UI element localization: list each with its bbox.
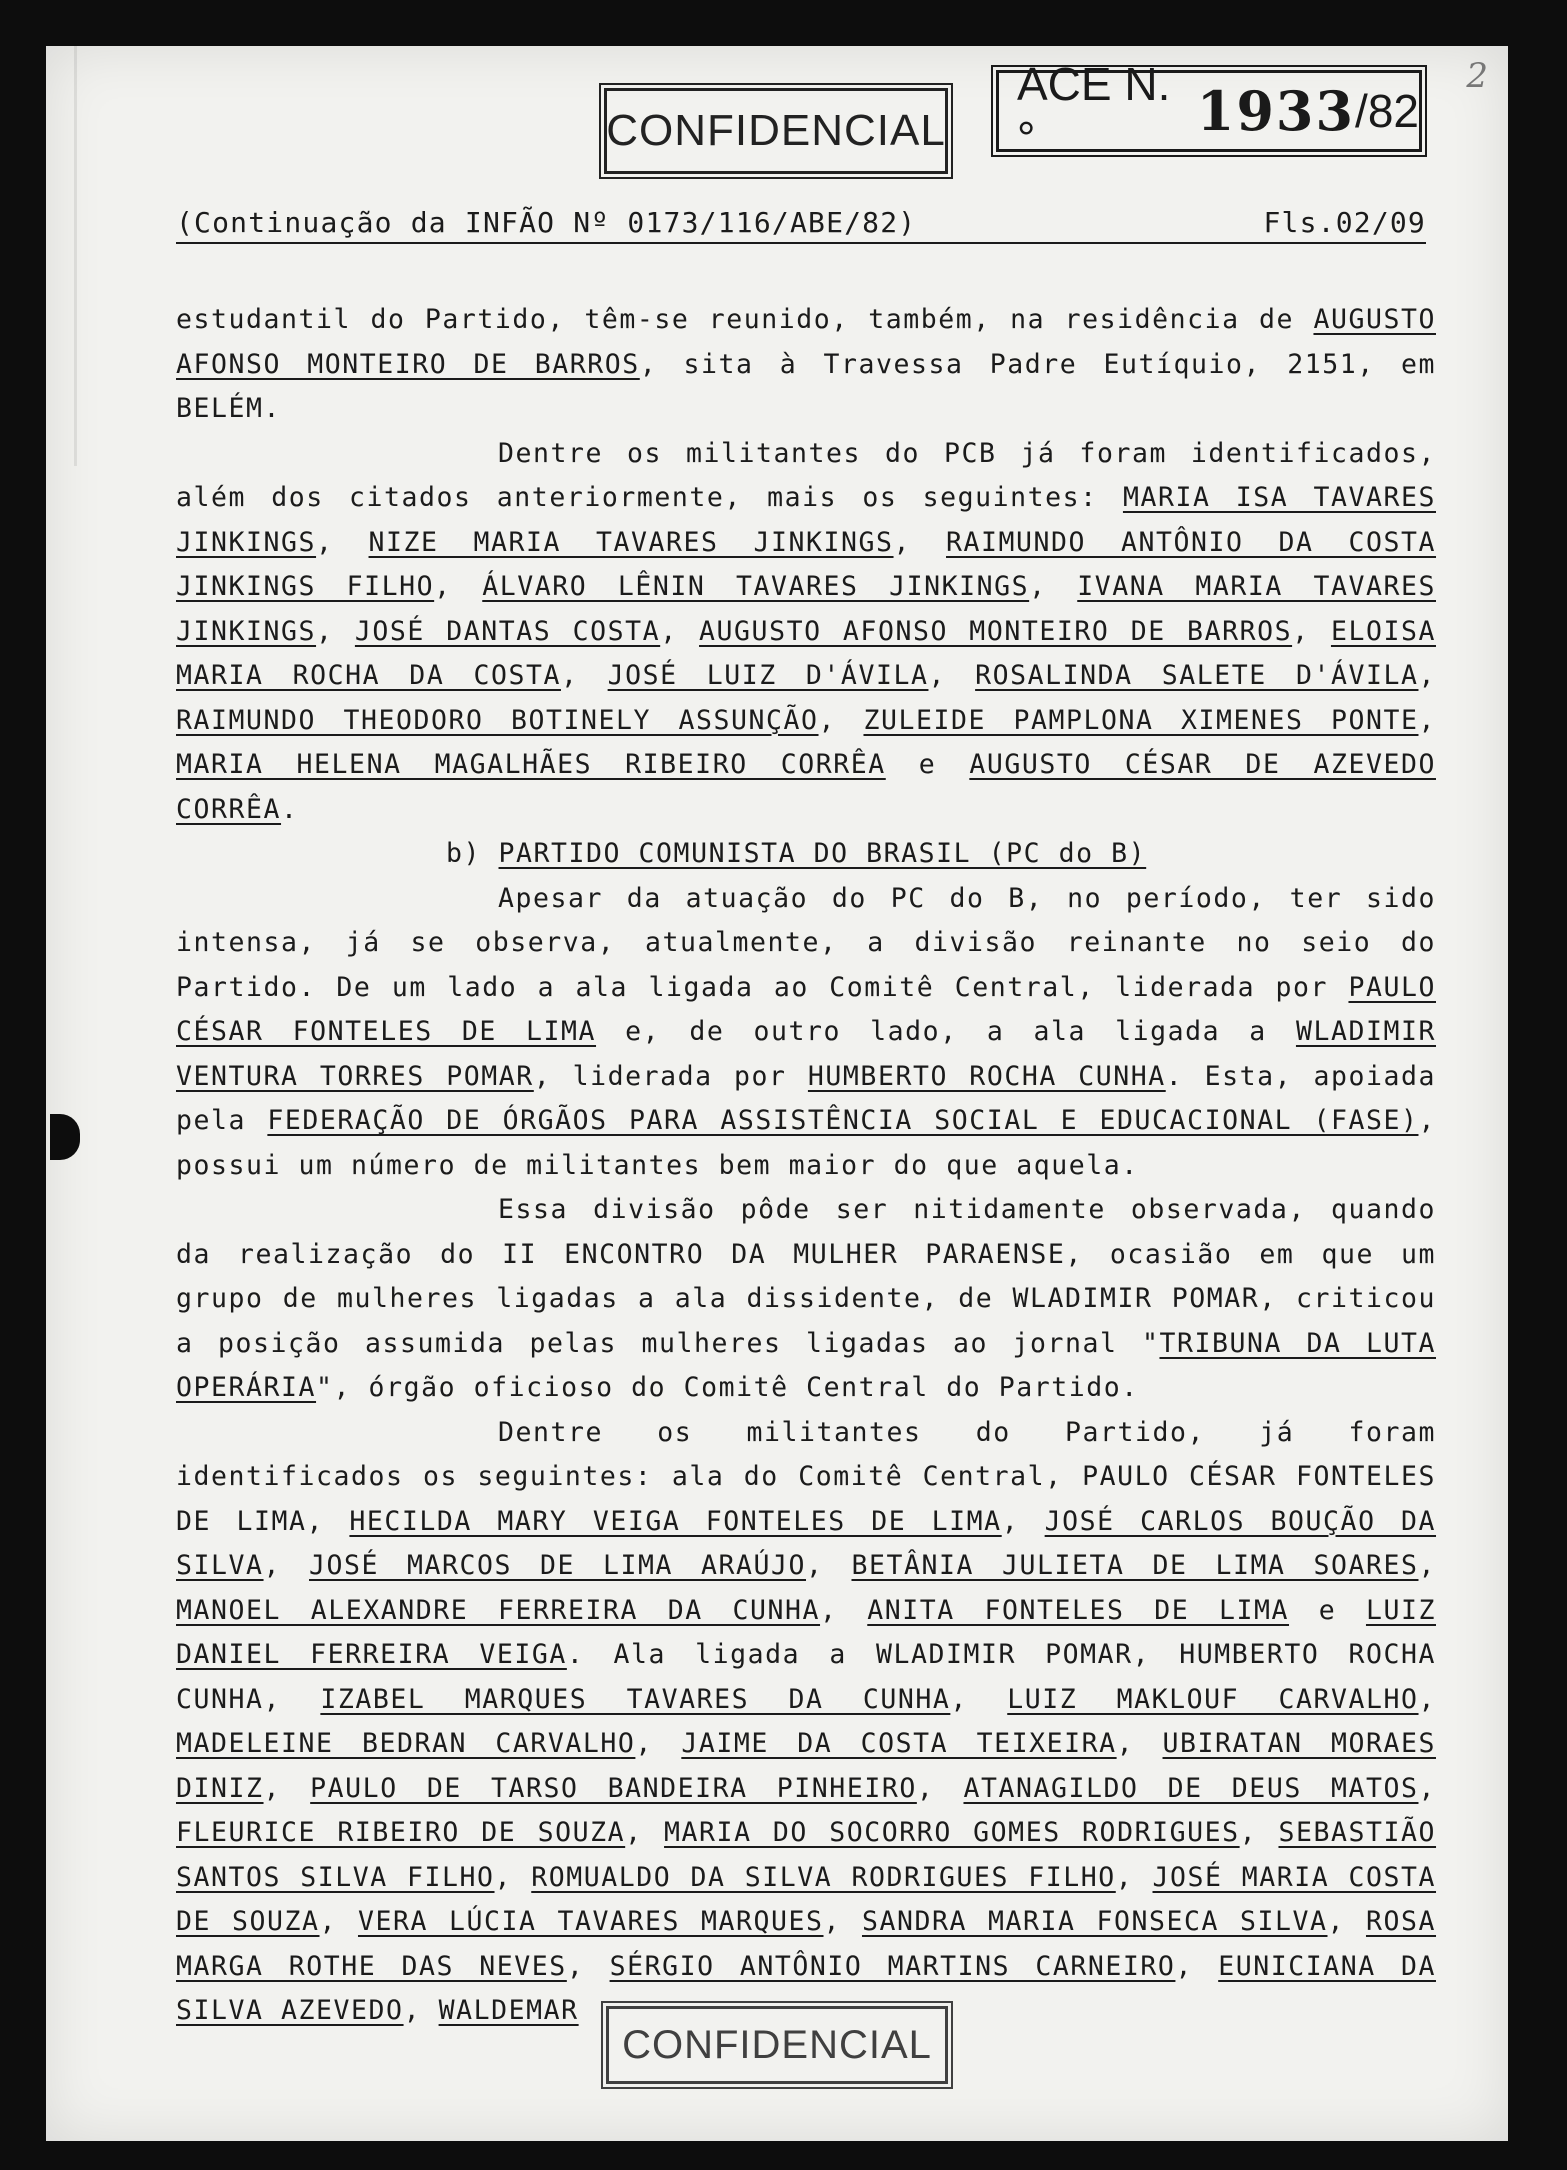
text-run: , possui um número de militantes bem maior do que aquela. xyxy=(176,1105,1436,1181)
section-heading xyxy=(176,832,1436,877)
underlined-name: JOSÉ CARLOS BOUÇÃO DA SILVA xyxy=(176,1505,1437,1581)
text-run: , xyxy=(316,615,355,647)
underlined-name: AUGUSTO AFONSO MONTEIRO DE BARROS xyxy=(699,615,1293,647)
underlined-name: JOSÉ MARCOS DE LIMA ARAÚJO xyxy=(309,1550,806,1581)
underlined-name: LUIZ DANIEL FERREIRA VEIGA xyxy=(176,1594,1436,1670)
document-page xyxy=(46,46,1508,2141)
text-run: , xyxy=(263,1772,311,1804)
text-run: b) xyxy=(446,838,499,869)
text-run: , xyxy=(1418,1683,1437,1715)
underlined-name: VERA LÚCIA TAVARES MARQUES xyxy=(357,1906,824,1937)
text-run: , xyxy=(1116,1728,1163,1759)
underlined-name: PAULO CÉSAR FONTELES DE LIMA xyxy=(176,971,1436,1047)
underlined-name: JOSÉ LUIZ D'ÁVILA xyxy=(607,660,929,691)
text-run: , liderada por xyxy=(533,1060,808,1092)
text-run: , xyxy=(893,526,947,558)
text-run: . xyxy=(281,793,299,825)
text-run: , xyxy=(1418,704,1436,736)
underlined-name: BETÂNIA JULIETA DE LIMA SOARES xyxy=(851,1550,1419,1581)
text-run: Dentre os militantes do PCB já foram identificados, além dos citados anteriormente, mais os seguintes: xyxy=(176,437,1436,513)
underlined-name: EUNICIANA DA SILVA AZEVEDO xyxy=(176,1950,1436,2026)
text-run: e, de outro lado, a ala ligada a xyxy=(596,1016,1296,1047)
ace-number-stamp xyxy=(996,58,1422,164)
ace-number: 1933 xyxy=(1196,79,1356,143)
body-paragraph xyxy=(176,1188,1436,1411)
underlined-name: AUGUSTO AFONSO MONTEIRO DE BARROS xyxy=(176,304,1436,380)
underlined-name: JOSÉ DANTAS COSTA xyxy=(354,615,661,647)
underlined-name: TRIBUNA DA LUTA OPERÁRIA xyxy=(176,1327,1436,1403)
ace-year: /82 xyxy=(1355,85,1419,137)
underlined-name: MARIA ISA TAVARES JINKINGS xyxy=(176,482,1436,558)
text-run: , xyxy=(1327,1906,1366,1937)
text-run: , xyxy=(818,704,864,736)
underlined-name: MADELEINE BEDRAN CARVALHO xyxy=(176,1728,636,1759)
underlined-name: NIZE MARIA TAVARES JINKINGS xyxy=(368,526,894,558)
text-run: , xyxy=(625,1817,665,1848)
text-run: , xyxy=(494,1861,532,1893)
underlined-name: LUIZ MAKLOUF CARVALHO xyxy=(1007,1683,1419,1715)
text-run: e xyxy=(1289,1594,1366,1626)
text-run: , xyxy=(434,571,483,602)
text-run: , xyxy=(928,660,976,691)
underlined-name: IZABEL MARQUES TAVARES DA CUNHA xyxy=(320,1683,951,1715)
underlined-name: JOSÉ MARIA COSTA DE SOUZA xyxy=(176,1861,1437,1937)
text-run: , xyxy=(916,1772,964,1804)
underlined-name: ÁLVARO LÊNIN TAVARES JINKINGS xyxy=(482,571,1030,602)
text-run: , xyxy=(820,1594,868,1626)
text-run: , xyxy=(1418,1550,1436,1581)
body-paragraph xyxy=(176,1411,1436,2034)
underlined-name: ANITA FONTELES DE LIMA xyxy=(867,1594,1290,1626)
underlined-name: MARIA HELENA MAGALHÃES RIBEIRO CORRÊA xyxy=(176,749,886,780)
confidential-stamp-top: CONFIDENCIAL xyxy=(604,88,948,174)
text-run: , xyxy=(1029,571,1078,602)
text-run: , xyxy=(1292,615,1331,647)
corner-page-mark: 2 xyxy=(1466,56,1488,96)
underlined-name: ROSALINDA SALETE D'ÁVILA xyxy=(975,660,1419,691)
text-run: , xyxy=(1115,1861,1153,1893)
underlined-name: JAIME DA COSTA TEIXEIRA xyxy=(681,1728,1117,1759)
underlined-name: ATANAGILDO DE DEUS MATOS xyxy=(963,1772,1419,1804)
text-run: estudantil do Partido, têm-se reunido, também, na residência de xyxy=(176,304,1314,335)
underlined-name: WALDEMAR xyxy=(438,1995,579,2026)
underlined-name: SEBASTIÃO SANTOS SILVA FILHO xyxy=(176,1817,1437,1893)
header-folio: Fls.02/09 xyxy=(1263,206,1426,239)
text-run: , xyxy=(1418,660,1436,691)
text-run: , xyxy=(263,1550,310,1581)
text-run: . Ala ligada a WLADIMIR POMAR, HUMBERTO ROCHA CUNHA, xyxy=(176,1639,1436,1715)
underlined-name: ELOISA MARIA ROCHA DA COSTA xyxy=(176,615,1436,691)
underlined-name: RAIMUNDO ANTÔNIO DA COSTA JINKINGS FILHO xyxy=(176,526,1437,602)
underlined-name: UBIRATAN MORAES DINIZ xyxy=(176,1728,1436,1804)
underlined-name: RAIMUNDO THEODORO BOTINELY ASSUNÇÃO xyxy=(176,704,819,736)
underlined-name: FLEURICE RIBEIRO DE SOUZA xyxy=(176,1817,626,1848)
text-run: , xyxy=(823,1906,862,1937)
header-continuation: (Continuação da INFÃO Nº 0173/116/ABE/82) xyxy=(176,206,917,239)
page-edge-shadow xyxy=(48,46,77,466)
underlined-name: SÉRGIO ANTÔNIO MARTINS CARNEIRO xyxy=(609,1950,1176,1982)
underlined-name: MANOEL ALEXANDRE FERREIRA DA CUNHA xyxy=(176,1594,821,1626)
underlined-name: HECILDA MARY VEIGA FONTELES DE LIMA xyxy=(349,1505,1002,1537)
text-run: , xyxy=(566,1950,610,1982)
page-header xyxy=(176,206,1426,244)
text-run: , xyxy=(403,1995,439,2026)
text-run: , xyxy=(1239,1817,1279,1848)
text-run: , sita à Travessa Padre Eutíquio, 2151, em BELÉM. xyxy=(176,348,1437,424)
body-paragraph xyxy=(176,432,1436,833)
underlined-name: ZULEIDE PAMPLONA XIMENES PONTE xyxy=(863,704,1419,736)
underlined-name: WLADIMIR VENTURA TORRES POMAR xyxy=(176,1016,1436,1092)
underlined-name: IVANA MARIA TAVARES JINKINGS xyxy=(176,571,1436,647)
text-run: , xyxy=(950,1683,1008,1715)
underlined-name: FEDERAÇÃO DE ÓRGÃOS PARA ASSISTÊNCIA SOCIAL E EDUCACIONAL (FASE) xyxy=(267,1105,1419,1136)
underlined-name: SANDRA MARIA FONSECA SILVA xyxy=(861,1906,1328,1937)
text-run: , xyxy=(1001,1505,1045,1537)
document-body xyxy=(176,298,1436,2034)
ace-prefix: ACE N.° xyxy=(1017,58,1171,164)
text-run: , xyxy=(635,1728,682,1759)
underlined-name: PARTIDO COMUNISTA DO BRASIL (PC do B) xyxy=(498,838,1147,869)
text-run: , xyxy=(319,1906,358,1937)
text-run: e xyxy=(885,749,970,780)
underlined-name: AUGUSTO CÉSAR DE AZEVEDO CORRÊA xyxy=(176,749,1436,825)
underlined-name: PAULO DE TARSO BANDEIRA PINHEIRO xyxy=(310,1772,917,1804)
underlined-name: HUMBERTO ROCHA CUNHA xyxy=(807,1060,1166,1092)
text-run: Dentre os militantes do Partido, já foram identificados os seguintes: ala do Comitê Central, PAULO CÉSAR FONTELES DE LIMA, xyxy=(176,1416,1436,1537)
confidential-stamp-bottom: CONFIDENCIAL xyxy=(606,2006,948,2084)
punch-hole xyxy=(50,1114,80,1160)
body-paragraph xyxy=(176,877,1436,1189)
text-run: ", órgão oficioso do Comitê Central do Partido. xyxy=(316,1372,1139,1403)
text-run: , xyxy=(660,615,700,647)
text-run: , xyxy=(1418,1772,1436,1804)
body-paragraph xyxy=(176,298,1436,432)
underlined-name: MARIA DO SOCORRO GOMES RODRIGUES xyxy=(664,1817,1240,1848)
text-run: . Esta, apoiada pela xyxy=(176,1060,1436,1136)
text-run: , xyxy=(560,660,608,691)
text-run: Essa divisão pôde ser nitidamente observada, quando da realização do II ENCONTRO DA MULHER PARAENSE, ocasião em que um grupo de mulheres ligadas a ala dissidente, de WLADIMIR POMAR, criticou a posição assumida pelas mulheres ligadas ao jornal " xyxy=(176,1194,1436,1359)
underlined-name: ROMUALDO DA SILVA RODRIGUES FILHO xyxy=(531,1861,1116,1893)
underlined-name: ROSA MARGA ROTHE DAS NEVES xyxy=(176,1906,1437,1982)
text-run: , xyxy=(806,1550,852,1581)
text-run: Apesar da atuação do PC do B, no período, ter sido intensa, já se observa, atualmente, a divisão reinante no seio do Partido. De um lado a ala ligada ao Comitê Central, liderada por xyxy=(176,882,1436,1003)
text-run: , xyxy=(1175,1950,1219,1982)
text-run: , xyxy=(316,526,369,558)
